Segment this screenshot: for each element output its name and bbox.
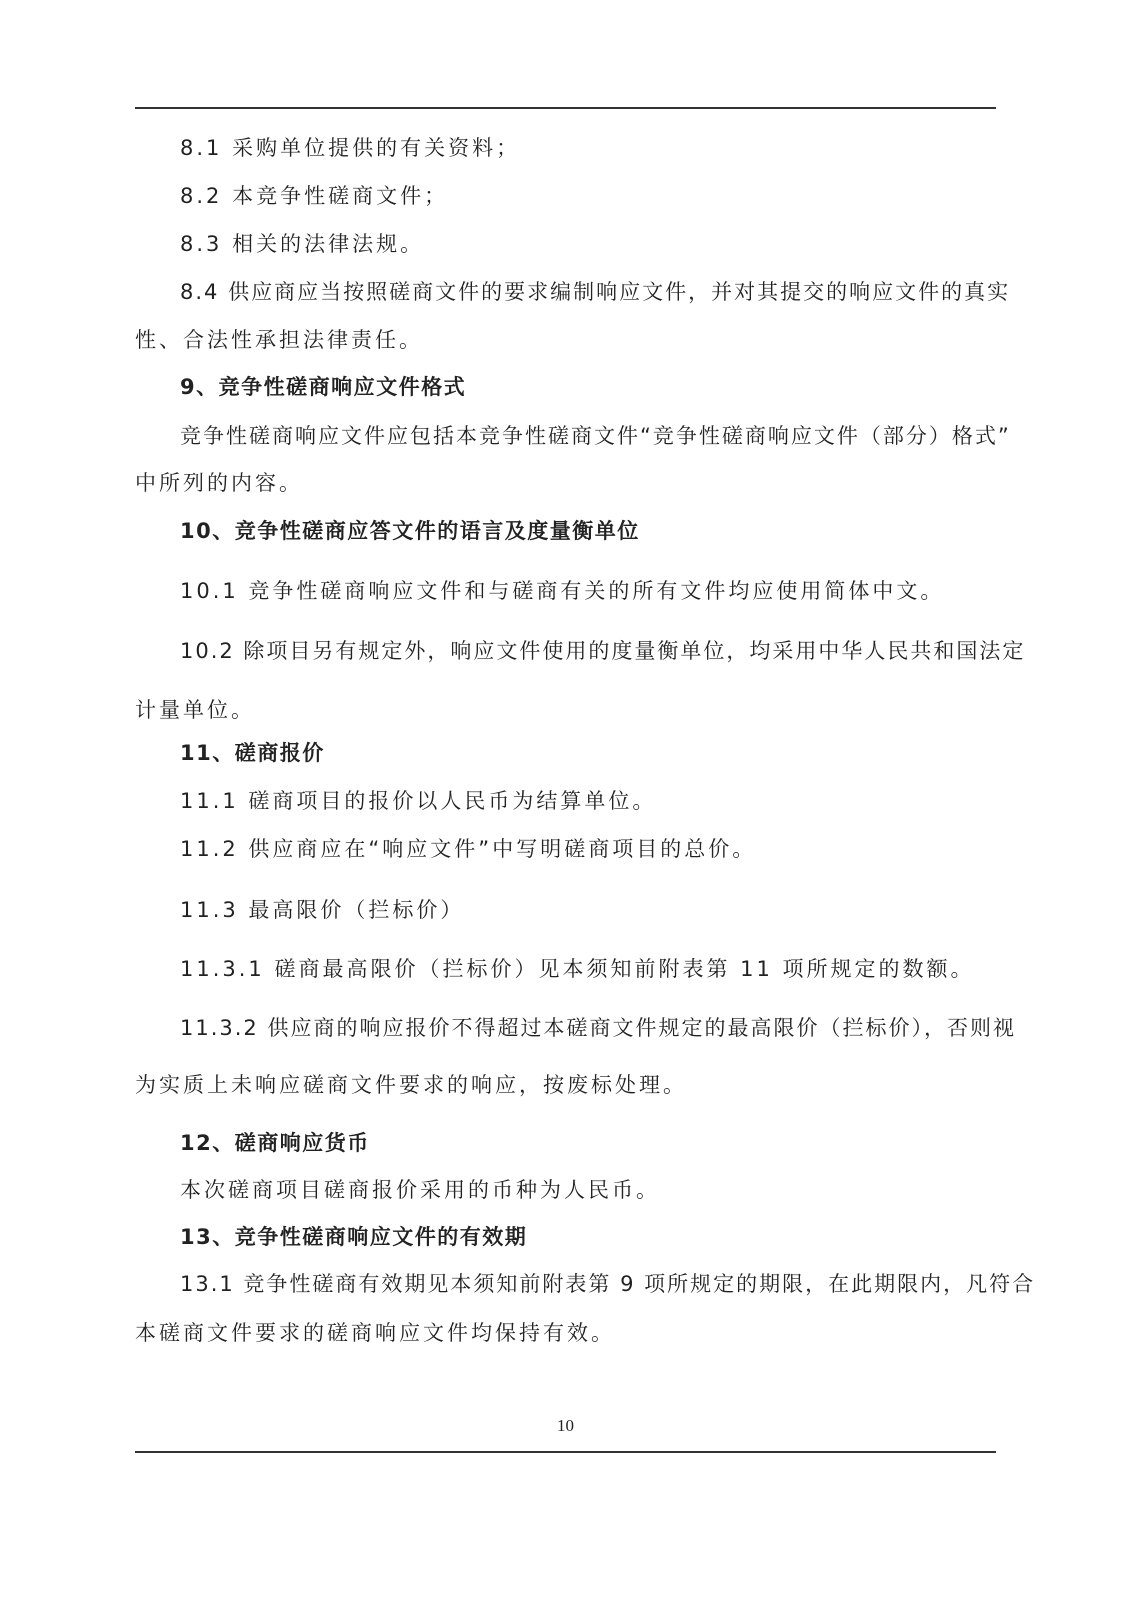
section-11-heading: 11、磋商报价 <box>180 741 325 765</box>
clause-13-1-line-2: 本磋商文件要求的磋商响应文件均保持有效。 <box>135 1321 615 1345</box>
header-rule <box>135 107 996 109</box>
page-number: 10 <box>557 1416 574 1435</box>
clause-8-4-line-1: 8.4 供应商应当按照磋商文件的要求编制响应文件，并对其提交的响应文件的真实 <box>180 280 1011 304</box>
clause-11-1: 11.1 磋商项目的报价以人民币为结算单位。 <box>180 789 657 813</box>
clause-11-3-1: 11.3.1 磋商最高限价（拦标价）见本须知前附表第 11 项所规定的数额。 <box>180 957 975 981</box>
clause-13-1-line-1: 13.1 竞争性磋商有效期见本须知前附表第 9 项所规定的期限，在此期限内，凡符合 <box>180 1272 1036 1296</box>
clause-10-2-line-2: 计量单位。 <box>135 698 255 722</box>
clause-11-3-2-line-1: 11.3.2 供应商的响应报价不得超过本磋商文件规定的最高限价（拦标价），否则视 <box>180 1016 1016 1040</box>
clause-11-3-2-line-2: 为实质上未响应磋商文件要求的响应，按废标处理。 <box>135 1073 687 1097</box>
section-12-text: 本次磋商项目磋商报价采用的币种为人民币。 <box>180 1178 660 1202</box>
clause-10-1: 10.1 竞争性磋商响应文件和与磋商有关的所有文件均应使用简体中文。 <box>180 579 945 603</box>
section-13-heading: 13、竞争性磋商响应文件的有效期 <box>180 1225 528 1249</box>
section-10-heading: 10、竞争性磋商应答文件的语言及度量衡单位 <box>180 519 640 543</box>
section-9-heading: 9、竞争性磋商响应文件格式 <box>180 375 467 399</box>
clause-8-4-line-2: 性、合法性承担法律责任。 <box>135 328 423 352</box>
clause-10-2-line-1: 10.2 除项目另有规定外，响应文件使用的度量衡单位，均采用中华人民共和国法定 <box>180 639 1026 663</box>
section-9-text-line-2: 中所列的内容。 <box>135 471 303 495</box>
footer-rule <box>135 1451 996 1453</box>
clause-11-3: 11.3 最高限价（拦标价） <box>180 898 465 922</box>
clause-11-2: 11.2 供应商应在“响应文件”中写明磋商项目的总价。 <box>180 837 757 861</box>
clause-8-1: 8.1 采购单位提供的有关资料； <box>180 136 521 160</box>
clause-8-3: 8.3 相关的法律法规。 <box>180 232 425 256</box>
clause-8-2: 8.2 本竞争性磋商文件； <box>180 184 449 208</box>
section-9-text-line-1: 竞争性磋商响应文件应包括本竞争性磋商文件“竞争性磋商响应文件（部分）格式” <box>180 424 1011 448</box>
section-12-heading: 12、磋商响应货币 <box>180 1131 370 1155</box>
